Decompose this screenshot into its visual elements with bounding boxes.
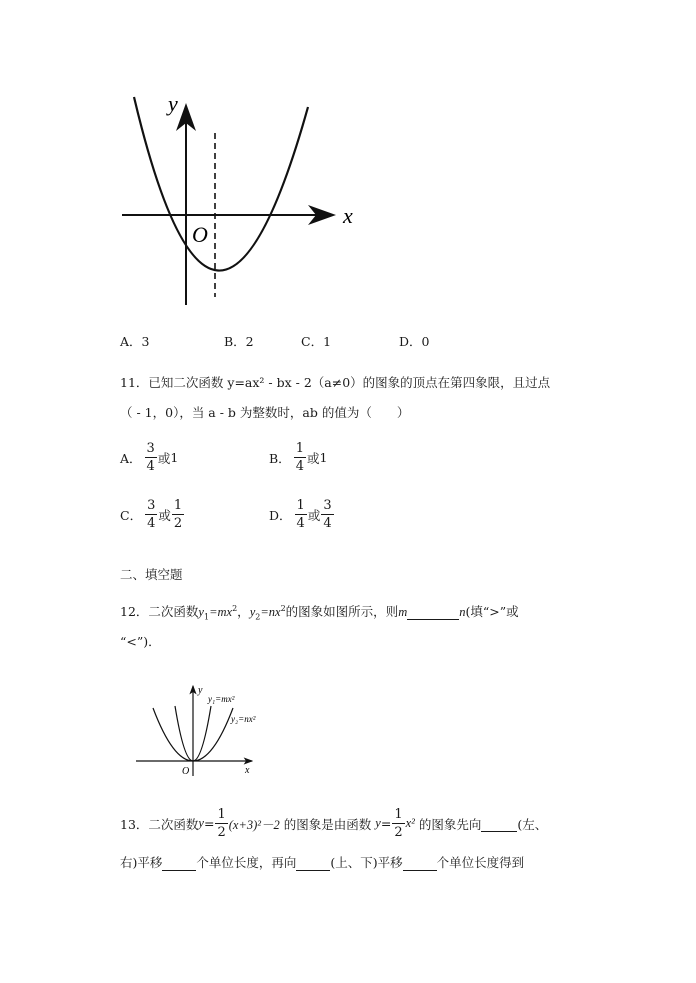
q11-option-c[interactable]: C． $\frac{3}{4}$ 或 $\frac{1}{2}$ [120, 498, 183, 531]
fraction: $\frac{1}{2}$ [217, 807, 226, 840]
q10-option-d[interactable]: D．0 [399, 334, 430, 349]
q10-option-b[interactable]: B．2 [224, 334, 254, 349]
section-title: 二、填空题 [120, 567, 183, 582]
fraction: $\frac{3}{4}$ [146, 441, 155, 474]
option-label: B． [269, 450, 291, 466]
option-label: C． [120, 507, 143, 523]
fraction: $\frac{3}{4}$ [323, 498, 332, 531]
option-label: A． [120, 450, 142, 466]
fraction: $\frac{1}{2}$ [394, 807, 403, 840]
y-axis-label: y [198, 685, 203, 696]
fraction: $\frac{1}{2}$ [173, 498, 183, 531]
q12-stem-line1: 12．二次函数$y_1=mx^2$，$y_2=nx^2$的图象如图所示，则m n(填“>”或 [120, 603, 519, 622]
two-parabolas-graph [132, 680, 282, 780]
q11-stem-line1: 11．已知二次函数 y=ax² - bx - 2（a≠0）的图象的顶点在第四象限，且过点 [120, 375, 551, 390]
answer-blank-units-2[interactable] [403, 855, 437, 871]
answer-blank[interactable] [407, 604, 459, 620]
q10-option-a[interactable]: A．3 [120, 334, 150, 349]
q11-option-b[interactable]: B． $\frac{1}{4}$ 或 1 [269, 441, 328, 474]
x-axis-label: x [245, 765, 250, 776]
q10-option-c[interactable]: C．1 [301, 334, 332, 349]
origin-label: O [182, 766, 190, 777]
answer-blank-direction-1[interactable] [481, 816, 517, 832]
parabola-graph [110, 85, 370, 310]
answer-blank-direction-2[interactable] [296, 855, 330, 871]
y-axis-label: y [168, 91, 178, 116]
answer-blank-units-1[interactable] [162, 855, 196, 871]
q13-stem-line1: 13．二次函数 y = $\frac{1}{2}$ (x+3)²－2 的图象是由函数 y = $\frac{1}{2}$ x² 的图象先向 (左、 [120, 807, 548, 840]
fraction: $\frac{1}{4}$ [296, 498, 305, 531]
origin-label: O [192, 222, 208, 247]
q12-stem-line2: “<”)． [120, 634, 161, 649]
x-axis-label: x [343, 203, 353, 228]
q11-stem-line2: （ - 1，0），当 a - b 为整数时，ab 的值为（ ） [120, 405, 410, 420]
option-label: D． [269, 507, 292, 523]
fraction: $\frac{3}{4}$ [147, 498, 156, 531]
curve-y2-label: y₂=nx² [231, 714, 256, 724]
fraction: $\frac{1}{4}$ [295, 441, 304, 474]
q13-stem-line2: 右)平移 个单位长度，再向 (上、下)平移 个单位长度得到 [120, 855, 525, 870]
curve-y1-label: y₁=mx² [208, 694, 235, 704]
q11-option-a[interactable]: A． $\frac{3}{4}$ 或 1 [120, 441, 179, 474]
parabola-curve [134, 97, 308, 271]
q11-option-d[interactable]: D． $\frac{1}{4}$ 或 $\frac{3}{4}$ [269, 498, 332, 531]
